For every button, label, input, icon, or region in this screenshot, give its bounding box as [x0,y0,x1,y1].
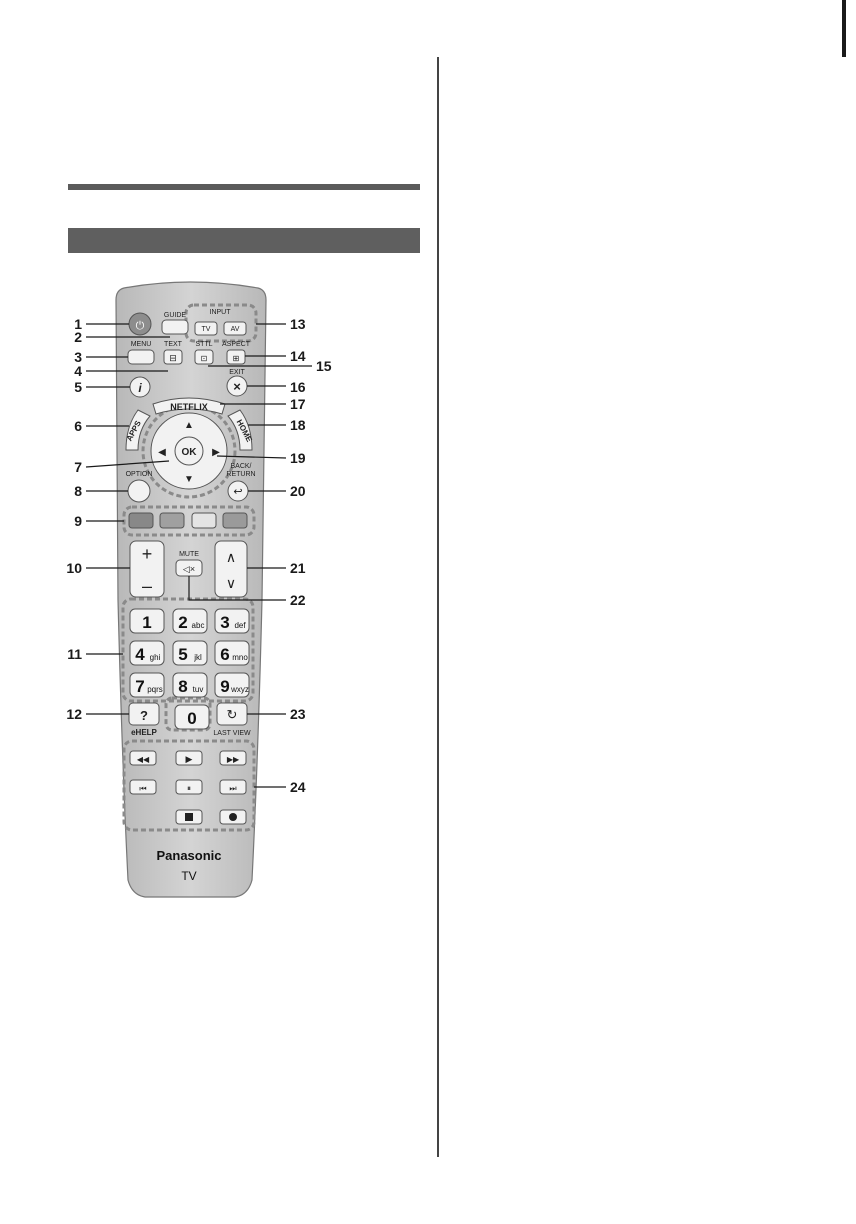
volume-down-icon: – [141,576,153,596]
callout-number-10: 10 [66,560,82,576]
digit-key-4-label: 4 [135,645,145,664]
callout-number-20: 20 [290,483,306,499]
red-key[interactable] [129,513,153,528]
digit-key-5-label: 5 [178,645,188,664]
digit-key-9-letters: wxyz [231,685,249,694]
return-icon: ↩ [233,486,243,498]
callout-number-19: 19 [290,450,306,466]
menu-button[interactable] [128,350,154,364]
mute-icon: ◁× [182,564,196,574]
callout-number-17: 17 [290,396,306,412]
skip-back-icon: ⏮ [139,784,147,793]
callout-number-22: 22 [290,592,306,608]
callout-number-9: 9 [74,513,82,529]
rewind-icon: ◀◀ [136,755,150,764]
digit-key-3-letters: def [234,621,246,630]
digit-key-1-label: 1 [142,613,152,632]
digit-key-6-label: 6 [220,645,230,664]
mute-label: MUTE [179,551,199,558]
channel-down-icon: ∨ [225,575,237,591]
callout-number-16: 16 [290,379,306,395]
callout-number-23: 23 [290,706,306,722]
digit-key-8-letters: tuv [192,685,204,694]
text-label: TEXT [164,341,182,348]
skip-forward-icon: ⏭ [229,784,237,793]
subtitle-icon: ⊡ [200,354,208,363]
callout-number-15: 15 [316,358,332,374]
blue-key[interactable] [223,513,247,528]
callout-number-21: 21 [290,560,306,576]
netflix-label: NETFLIX [170,402,208,412]
guide-label: GUIDE [163,312,187,319]
av-label: AV [230,326,240,333]
record-icon [229,813,237,821]
down-arrow-icon[interactable]: ▼ [184,474,194,485]
model-label: TV [181,869,197,883]
sttl-label: STTL [195,341,213,348]
callout-number-5: 5 [74,379,82,395]
fast-forward-icon: ▶▶ [226,755,240,764]
callout-number-11: 11 [67,646,82,662]
menu-label: MENU [130,341,152,348]
pause-icon: ⏸ [187,784,191,793]
volume-up-icon: + [141,544,153,564]
brand-logo: Panasonic [156,848,222,863]
digit-key-7-letters: pqrs [147,685,163,694]
info-icon: i [138,381,142,395]
callout-number-8: 8 [74,483,82,499]
digit-key-2-label: 2 [178,613,188,632]
ok-label: OK [181,447,197,458]
channel-up-icon: ∧ [225,549,237,565]
home-label: HOME [234,418,254,444]
power-icon: ⏻ [135,320,145,332]
callout-number-6: 6 [74,418,82,434]
callout-number-1: 1 [74,316,82,332]
aspect-label: ASPECT [221,341,251,348]
yellow-key[interactable] [192,513,216,528]
digit-key-2-letters: abc [191,621,205,630]
exit-label: EXIT [229,369,245,376]
help-label: eHELP [131,728,157,737]
guide-button[interactable] [162,320,188,334]
up-arrow-icon[interactable]: ▲ [184,420,194,431]
close-icon: × [233,379,241,394]
refresh-icon: ↻ [226,707,238,722]
digit-key-6-letters: mno [232,653,248,662]
option-label: OPTION [125,471,153,478]
tv-label: TV [201,326,211,333]
teletext-icon: ⊟ [169,353,177,363]
callout-number-4: 4 [74,363,82,379]
callout-number-3: 3 [74,349,82,365]
digit-key-5-letters: jkl [194,653,202,662]
aspect-icon: ⊞ [232,354,240,363]
callout-number-14: 14 [290,348,306,364]
digit-key-3-label: 3 [220,613,230,632]
left-arrow-icon[interactable]: ◀ [158,447,166,458]
callout-number-2: 2 [74,329,82,345]
digit-key-8-label: 8 [178,677,188,696]
callout-number-18: 18 [290,417,306,433]
digit-key-0-label: 0 [187,709,197,728]
green-key[interactable] [160,513,184,528]
callout-number-24: 24 [290,779,306,795]
apps-label: APPS [124,419,143,443]
return-label: RETURN [226,471,256,478]
stop-icon [185,813,193,821]
digit-key-4-letters: ghi [149,653,161,662]
callout-number-13: 13 [290,316,306,332]
input-label: INPUT [209,309,231,316]
help-question-mark: ? [140,708,148,723]
callout-number-12: 12 [66,706,82,722]
last-view-label: LAST VIEW [213,730,251,737]
digit-key-7-label: 7 [135,677,145,696]
option-button[interactable] [128,480,150,502]
play-icon: ▶ [185,754,193,764]
digit-key-9-label: 9 [220,677,230,696]
right-arrow-icon[interactable]: ▶ [212,447,220,458]
back-label: BACK/ [230,463,252,470]
callout-number-7: 7 [74,459,82,475]
